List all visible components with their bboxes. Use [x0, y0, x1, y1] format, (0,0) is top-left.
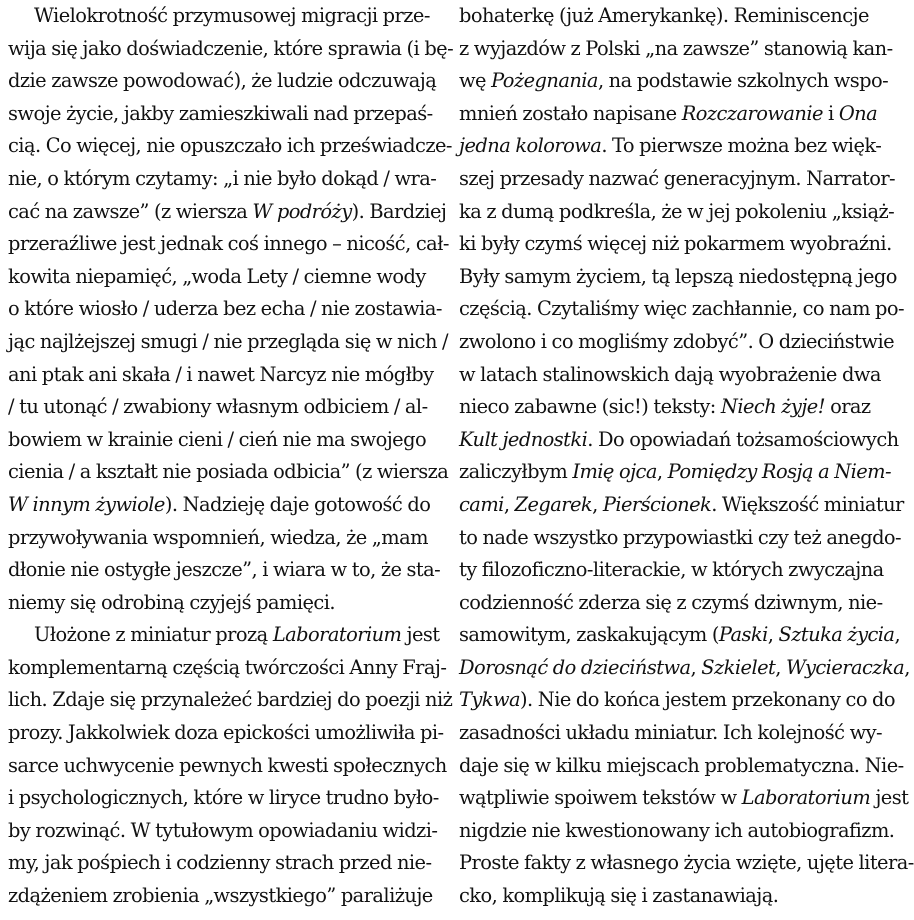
text-line: [459, 196, 900, 229]
text-line: [8, 456, 449, 489]
text-run: ka z dumą podkreśla, że w jej pokoleniu „książ-: [459, 199, 895, 223]
text-run: kowita niepamięć, „woda Lety / ciemne wody: [8, 264, 426, 288]
italic-title: Niech żyje!: [720, 395, 825, 419]
text-run: dłonie nie ostygłe jeszcze”, i wiara w to, że sta-: [8, 558, 441, 582]
text-line: [8, 522, 444, 555]
text-run: cienia / a kształt nie posiada odbicia” (z wiersza: [8, 460, 449, 484]
text-run: zwolono i co mogliśmy zdobyć”. O dzieciństwie: [459, 329, 895, 353]
text-run: wę: [459, 69, 492, 93]
text-line: [459, 815, 900, 848]
text-run: daje się w kilku miejscach problematyczna. Nie-: [459, 753, 904, 777]
italic-title: Pomiędzy Rosją a Niem-: [667, 460, 892, 484]
text-run: Proste fakty z własnego życia wzięte, ujęte litera-: [459, 851, 914, 875]
text-run: cią. Co więcej, nie opuszczało ich przeświadcze-: [8, 134, 452, 158]
text-line: [8, 65, 444, 98]
text-line: [459, 717, 900, 750]
text-line: [459, 326, 900, 359]
text-run: to nade wszystko przypowiastki czy też anegdo-: [459, 525, 902, 549]
italic-title: Dorosnąć do dzieciństwa: [459, 655, 691, 679]
text-line: [8, 782, 444, 815]
text-line: [8, 489, 444, 522]
text-run: . Większość miniatur: [711, 492, 904, 516]
text-line: [459, 554, 900, 587]
text-line: [8, 880, 444, 913]
text-line: [8, 293, 444, 326]
italic-title: Pożegnania: [491, 69, 598, 93]
text-line: [8, 652, 447, 685]
text-line: [459, 782, 909, 815]
text-line: [459, 163, 900, 196]
italic-title: Paski: [718, 623, 768, 647]
text-run: / tu utonąć / zwabiony własnym odbiciem / al-: [8, 395, 428, 419]
text-line: [8, 228, 449, 261]
text-line: [8, 359, 444, 392]
text-line: [8, 815, 444, 848]
text-run: my, jak pośpiech i codzienny strach przed nie-: [8, 851, 432, 875]
text-run: przywoływania wspomnień, wiedza, że „mam: [8, 525, 428, 549]
left-text-column: [8, 0, 454, 913]
text-run: jest: [870, 786, 909, 810]
text-line: [459, 130, 900, 163]
text-line: [8, 391, 444, 424]
text-run: jest: [401, 623, 440, 647]
text-run: zasadności układu miniatur. Ich kolejność wy-: [459, 721, 883, 745]
text-line: [8, 98, 444, 131]
text-line: [8, 326, 448, 359]
text-run: komplementarną częścią twórczości Anny Fraj-: [8, 655, 447, 679]
text-run: by rozwinąć. W tytułowym opowiadaniu widzi-: [8, 818, 438, 842]
text-run: ,: [775, 655, 787, 679]
text-line: [8, 424, 444, 457]
italic-title: Sztuka życia: [778, 623, 895, 647]
text-run: z wyjazdów z Polski „na zawsze” stanowią kan-: [459, 36, 893, 60]
italic-title: jedna kolorowa: [459, 134, 602, 158]
text-run: cko, komplikują się i zastanawiają.: [459, 884, 779, 908]
text-run: dzie zawsze powodować), że ludzie odczuwają: [8, 69, 437, 93]
text-line: [459, 65, 900, 98]
italic-title: Laboratorium: [272, 623, 402, 647]
text-line: [459, 847, 914, 880]
text-line: [8, 750, 447, 783]
text-line: [8, 717, 444, 750]
text-run: zaliczyłbym: [459, 460, 573, 484]
text-line: [8, 587, 444, 620]
italic-title: Kult jednostki: [459, 427, 588, 451]
text-run: . Do opowiadań tożsamościowych: [587, 427, 899, 451]
text-run: szej przesady nazwać generacyjnym. Narrator-: [459, 166, 896, 190]
right-text-column: [459, 0, 914, 913]
text-line: [459, 880, 900, 913]
italic-title: Tykwa: [459, 688, 521, 712]
text-run: nie, o którym czytamy: „i nie było dokąd / wra-: [8, 166, 437, 190]
text-run: w latach stalinowskich dają wyobrażenie dwa: [459, 362, 881, 386]
text-run: ty filozoficzno-literackie, w których zwyczajna: [459, 558, 884, 582]
italic-title: W innym żywiole: [8, 492, 165, 516]
text-line: [459, 750, 904, 783]
text-run: przeraźliwe jest jednak coś innego – nicość, cał-: [8, 232, 449, 256]
text-run: nigdzie nie kwestionowany ich autobiografizm.: [459, 818, 895, 842]
text-run: i: [822, 101, 839, 125]
text-run: i psychologicznych, które w liryce trudno było-: [8, 786, 439, 810]
italic-title: Laboratorium: [741, 786, 871, 810]
text-run: ani ptak ani skała / i nawet Narcyz nie mógłby: [8, 362, 434, 386]
text-run: oraz: [824, 395, 871, 419]
text-run: ). Bardziej: [351, 199, 447, 223]
text-run: ,: [503, 492, 515, 516]
text-run: Wielokrotność przymusowej migracji prze-: [34, 4, 430, 27]
text-line: [459, 684, 900, 717]
text-line: [459, 587, 900, 620]
text-run: swoje życie, jakby zamieszkiwali nad przepaś-: [8, 101, 433, 125]
text-run: ,: [656, 460, 668, 484]
text-line: [8, 0, 444, 33]
italic-title: W podróży: [252, 199, 352, 223]
text-line: [459, 489, 904, 522]
text-line: [459, 261, 900, 294]
text-run: , na podstawie szkolnych wspo-: [597, 69, 889, 93]
text-run: bohaterkę (już Amerykankę). Reminiscencje: [459, 4, 869, 27]
text-line: [8, 554, 444, 587]
text-line: [459, 456, 900, 489]
text-line: [8, 847, 444, 880]
text-line: [459, 293, 905, 326]
text-run: Były samym życiem, tą lepszą niedostępną jego: [459, 264, 897, 288]
italic-title: Pierścionek: [602, 492, 712, 516]
text-run: jąc najlżejszej smugi / nie przegląda się w nich /: [8, 329, 448, 353]
text-run: o które wiosło / uderza bez echa / nie zostawia-: [8, 297, 442, 321]
text-run: mnień zostało napisane: [459, 101, 682, 125]
text-line: [459, 522, 900, 555]
text-line: [459, 0, 900, 33]
text-line: [8, 619, 444, 652]
italic-title: cami: [459, 492, 504, 516]
text-run: ,: [592, 492, 603, 516]
text-run: wija się jako doświadczenie, które sprawia (i bę-: [8, 36, 454, 60]
text-run: ,: [767, 623, 779, 647]
text-line: [8, 163, 444, 196]
text-line: [459, 33, 900, 66]
text-line: [8, 130, 452, 163]
text-run: samowitym, zaskakującym (: [459, 623, 719, 647]
text-line: [459, 391, 900, 424]
text-run: Ułożone z miniatur prozą: [34, 623, 273, 647]
text-line: [459, 228, 900, 261]
text-run: ). Nadzieję daje gotowość do: [164, 492, 431, 516]
text-run: lich. Zdaje się przynależeć bardziej do poezji niż: [8, 688, 453, 712]
italic-title: Rozczarowanie: [681, 101, 823, 125]
italic-title: Wycieraczka: [786, 655, 905, 679]
text-line: [8, 33, 454, 66]
text-run: ,: [690, 655, 702, 679]
text-run: bowiem w krainie cieni / cień nie ma swojego: [8, 427, 427, 451]
text-run: prozy. Jakkolwiek doza epickości umożliwiła pi-: [8, 721, 444, 745]
italic-title: Imię ojca: [572, 460, 657, 484]
text-run: częścią. Czytaliśmy więc zachłannie, co nam po-: [459, 297, 905, 321]
italic-title: Szkielet: [701, 655, 776, 679]
text-run: wątpliwie spoiwem tekstów w: [459, 786, 742, 810]
text-run: zdążeniem zrobienia „wszystkiego” paraliżuje: [8, 884, 433, 908]
text-run: niemy się odrobiną czyjejś pamięci.: [8, 590, 335, 614]
text-run: ). Nie do końca jestem przekonany co do: [520, 688, 896, 712]
text-run: . To pierwsze można bez więk-: [601, 134, 882, 158]
text-line: [459, 98, 900, 131]
text-line: [459, 652, 910, 685]
text-line: [8, 261, 444, 294]
text-run: ,: [894, 623, 901, 647]
text-run: sarce uchwycenie pewnych kwesti społecznych: [8, 753, 447, 777]
text-run: codzienność zderza się z czymś dziwnym, nie-: [459, 590, 883, 614]
text-line: [459, 619, 900, 652]
italic-title: Zegarek: [514, 492, 593, 516]
text-line: [459, 424, 900, 457]
text-run: ,: [904, 655, 910, 679]
text-run: cać na zawsze” (z wiersza: [8, 199, 253, 223]
text-run: ki były czymś więcej niż pokarmem wyobraźni.: [459, 232, 892, 256]
italic-title: Ona: [838, 101, 878, 125]
text-line: [8, 684, 453, 717]
text-run: nieco zabawne (sic!) teksty:: [459, 395, 721, 419]
text-line: [8, 196, 447, 229]
text-line: [459, 359, 900, 392]
